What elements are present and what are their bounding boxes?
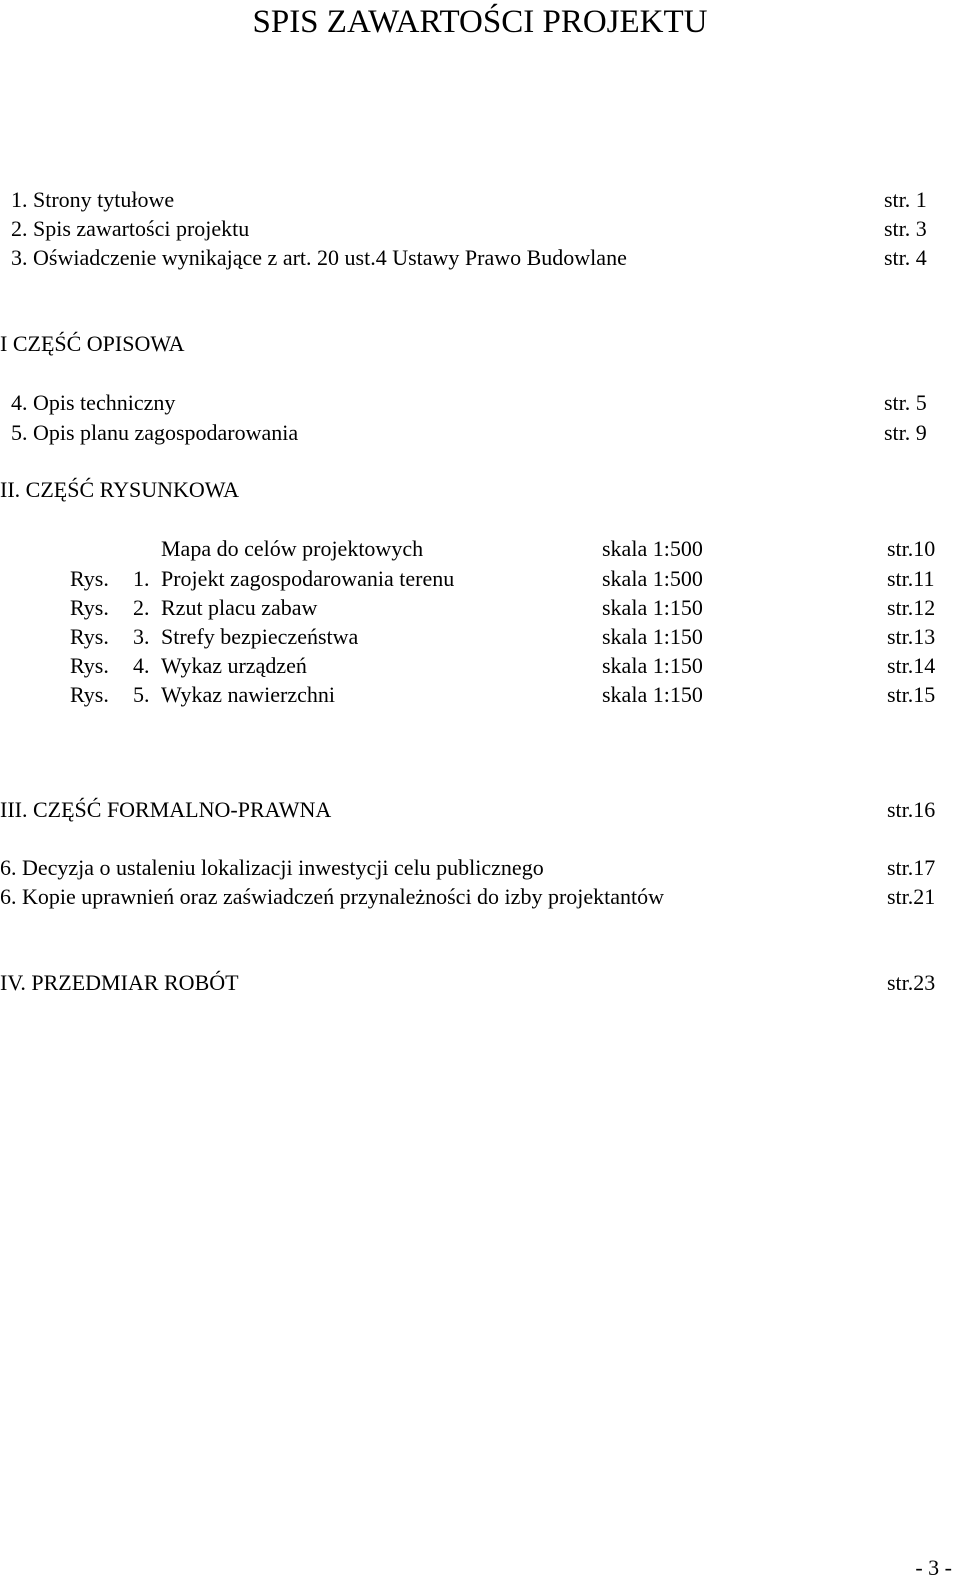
drawing-scale: skala 1:500	[602, 566, 703, 591]
toc-entry	[0, 185, 960, 215]
drawing-scale: skala 1:150	[602, 682, 703, 707]
section-heading	[0, 968, 960, 998]
drawing-prefix: Rys.	[70, 624, 109, 649]
toc-entry-label: 5. Opis planu zagospodarowania	[11, 420, 299, 445]
toc-entry-page: str. 3	[884, 216, 927, 241]
section-heading-label: II. CZĘŚĆ RYSUNKOWA	[0, 477, 239, 502]
drawing-page: str.13	[887, 624, 936, 649]
page-title: SPIS ZAWARTOŚCI PROJEKTU	[252, 4, 708, 40]
toc-entry-page: str.21	[887, 884, 936, 909]
drawing-prefix: Rys.	[70, 595, 109, 620]
section-heading-label: III. CZĘŚĆ FORMALNO-PRAWNA	[0, 797, 332, 822]
toc-entry-page: str. 5	[884, 390, 927, 415]
toc-entry-page: str. 1	[884, 187, 927, 212]
toc-entry-label: 4. Opis techniczny	[11, 390, 176, 415]
drawing-prefix: Rys.	[70, 682, 109, 707]
drawing-page: str.12	[887, 595, 936, 620]
drawing-page: str.10	[887, 536, 936, 561]
toc-entry-page: str.17	[887, 855, 936, 880]
drawing-number: 5.	[133, 682, 150, 707]
toc-entry	[0, 418, 960, 448]
toc-entry	[0, 214, 960, 244]
drawing-page: str.15	[887, 682, 936, 707]
toc-entry-label: 1. Strony tytułowe	[11, 187, 175, 212]
toc-entry	[0, 388, 960, 418]
drawing-row	[0, 651, 960, 681]
toc-entry-label: 6. Kopie uprawnień oraz zaświadczeń przynależności do izby projektantów	[0, 884, 665, 909]
toc-entry	[0, 882, 960, 912]
drawing-page: str.11	[887, 566, 935, 591]
drawing-page: str.14	[887, 653, 936, 678]
toc-entry-page: str. 4	[884, 245, 927, 270]
section-heading-page: str.16	[887, 797, 936, 822]
drawing-number: 2.	[133, 595, 150, 620]
drawing-number: 4.	[133, 653, 150, 678]
drawing-row	[0, 564, 960, 594]
toc-entry-label: 6. Decyzja o ustaleniu lokalizacji inwestycji celu publicznego	[0, 855, 544, 880]
drawing-prefix: Rys.	[70, 566, 109, 591]
section-heading-page: str.23	[887, 970, 936, 995]
drawing-scale: skala 1:150	[602, 595, 703, 620]
drawing-title: Wykaz urządzeń	[161, 653, 307, 678]
drawing-scale: skala 1:150	[602, 653, 703, 678]
toc-entry	[0, 853, 960, 883]
drawing-row	[0, 534, 960, 564]
section-heading	[0, 795, 960, 825]
section-heading-label: I CZĘŚĆ OPISOWA	[0, 331, 185, 356]
drawing-prefix: Rys.	[70, 653, 109, 678]
drawing-number: 3.	[133, 624, 150, 649]
page-number: - 3 -	[915, 1555, 952, 1580]
section-heading-label: IV. PRZEDMIAR ROBÓT	[0, 970, 239, 995]
toc-entry-label: 3. Oświadczenie wynikające z art. 20 ust.4 Ustawy Prawo Budowlane	[11, 245, 627, 270]
toc-entry-label: 2. Spis zawartości projektu	[11, 216, 250, 241]
drawing-title: Rzut placu zabaw	[161, 595, 318, 620]
section-heading	[0, 475, 960, 505]
drawing-row	[0, 622, 960, 652]
drawing-number: 1.	[133, 566, 150, 591]
toc-entry-page: str. 9	[884, 420, 927, 445]
section-heading	[0, 329, 960, 359]
drawing-scale: skala 1:150	[602, 624, 703, 649]
drawing-title: Strefy bezpieczeństwa	[161, 624, 359, 649]
toc-entry	[0, 243, 960, 273]
drawing-row	[0, 593, 960, 623]
drawing-title: Projekt zagospodarowania terenu	[161, 566, 455, 591]
drawing-scale: skala 1:500	[602, 536, 703, 561]
drawing-title: Mapa do celów projektowych	[161, 536, 424, 561]
drawing-title: Wykaz nawierzchni	[161, 682, 335, 707]
drawing-row	[0, 680, 960, 710]
